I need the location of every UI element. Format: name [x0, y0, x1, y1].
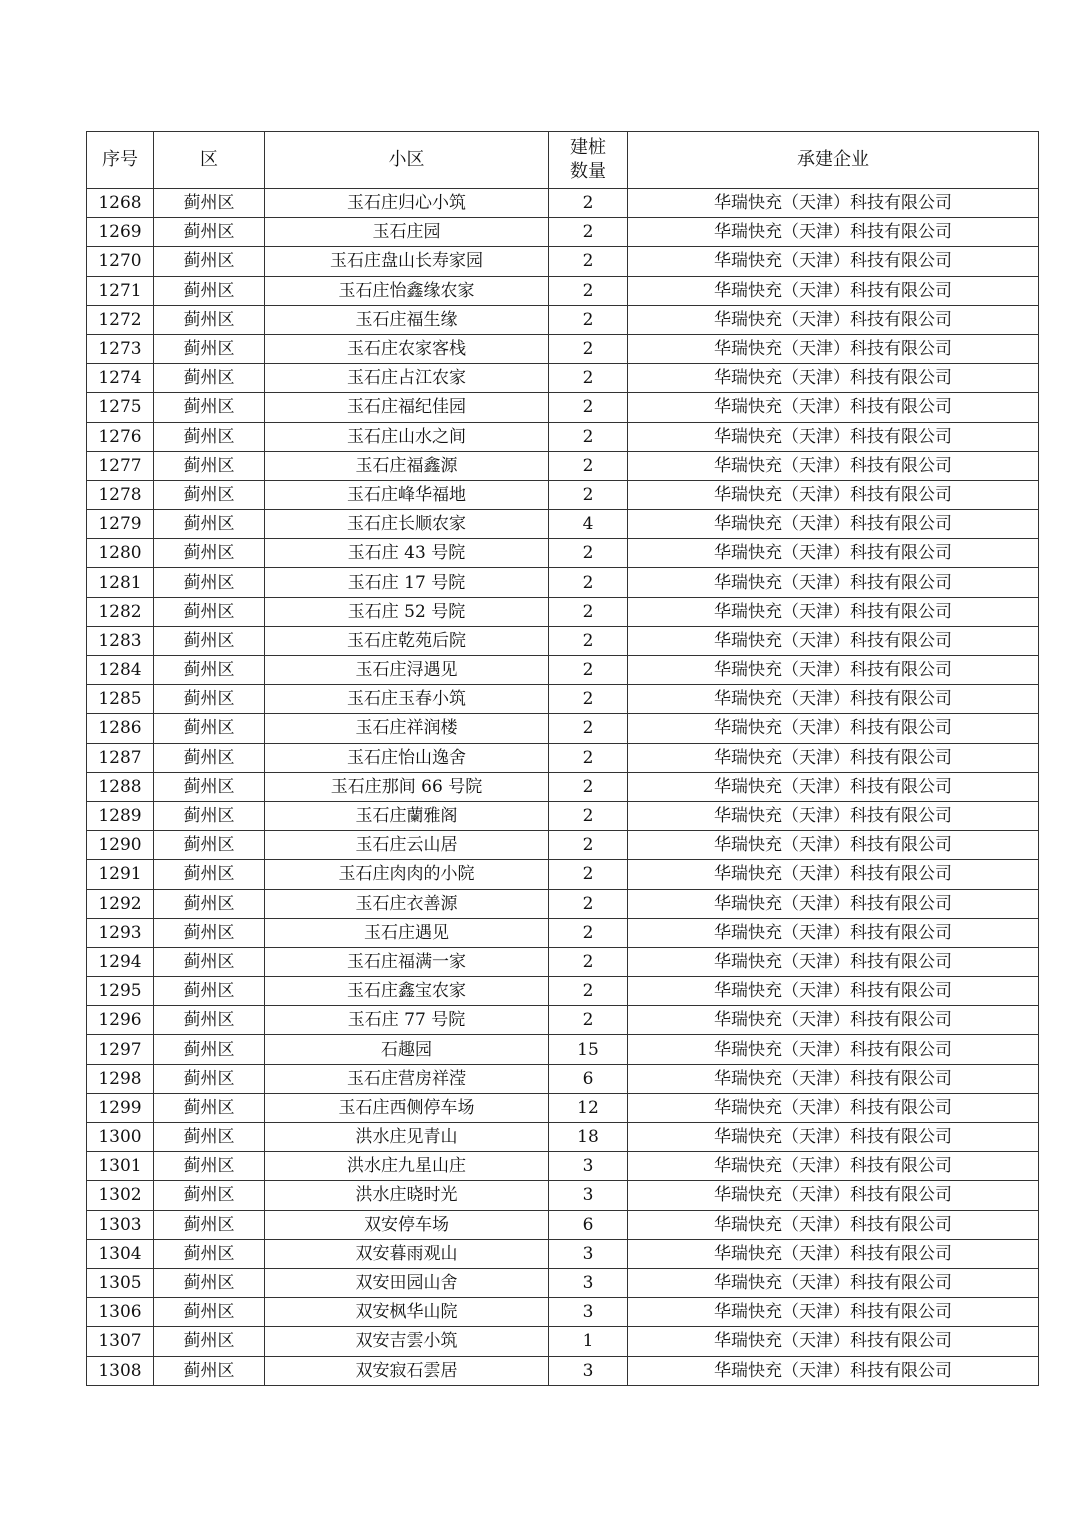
cell-contractor: 华瑞快充（天津）科技有限公司	[628, 1123, 1039, 1152]
cell-pile-count: 2	[549, 1006, 628, 1035]
table-row	[87, 189, 1039, 218]
cell-serial: 1292	[87, 889, 154, 918]
cell-pile-count: 2	[549, 364, 628, 393]
cell-pile-count: 3	[549, 1298, 628, 1327]
cell-district: 蓟州区	[154, 656, 265, 685]
cell-contractor: 华瑞快充（天津）科技有限公司	[628, 772, 1039, 801]
table-row	[87, 422, 1039, 451]
cell-community: 玉石庄祥润楼	[265, 714, 549, 743]
cell-serial: 1280	[87, 539, 154, 568]
table-row	[87, 1152, 1039, 1181]
cell-contractor: 华瑞快充（天津）科技有限公司	[628, 218, 1039, 247]
cell-serial: 1298	[87, 1064, 154, 1093]
cell-district: 蓟州区	[154, 743, 265, 772]
cell-community: 玉石庄山水之间	[265, 422, 549, 451]
table-row	[87, 977, 1039, 1006]
cell-district: 蓟州区	[154, 947, 265, 976]
table-row	[87, 1298, 1039, 1327]
cell-contractor: 华瑞快充（天津）科技有限公司	[628, 860, 1039, 889]
cell-district: 蓟州区	[154, 1123, 265, 1152]
cell-pile-count: 2	[549, 772, 628, 801]
cell-pile-count: 12	[549, 1093, 628, 1122]
cell-district: 蓟州区	[154, 1239, 265, 1268]
cell-community: 玉石庄鑫宝农家	[265, 977, 549, 1006]
cell-contractor: 华瑞快充（天津）科技有限公司	[628, 947, 1039, 976]
cell-serial: 1283	[87, 626, 154, 655]
cell-community: 玉石庄玉春小筑	[265, 685, 549, 714]
cell-district: 蓟州区	[154, 1093, 265, 1122]
cell-serial: 1282	[87, 597, 154, 626]
cell-pile-count: 18	[549, 1123, 628, 1152]
cell-pile-count: 2	[549, 947, 628, 976]
cell-district: 蓟州区	[154, 334, 265, 363]
cell-community: 玉石庄峰华福地	[265, 480, 549, 509]
header-district: 区	[154, 132, 265, 189]
cell-district: 蓟州区	[154, 1035, 265, 1064]
cell-serial: 1301	[87, 1152, 154, 1181]
cell-community: 玉石庄福纪佳园	[265, 393, 549, 422]
cell-district: 蓟州区	[154, 1268, 265, 1297]
cell-contractor: 华瑞快充（天津）科技有限公司	[628, 743, 1039, 772]
cell-pile-count: 6	[549, 1064, 628, 1093]
cell-pile-count: 2	[549, 685, 628, 714]
cell-contractor: 华瑞快充（天津）科技有限公司	[628, 1035, 1039, 1064]
table-row	[87, 539, 1039, 568]
cell-community: 玉石庄归心小筑	[265, 189, 549, 218]
cell-serial: 1296	[87, 1006, 154, 1035]
cell-community: 玉石庄遇见	[265, 918, 549, 947]
cell-serial: 1270	[87, 247, 154, 276]
cell-contractor: 华瑞快充（天津）科技有限公司	[628, 189, 1039, 218]
cell-community: 玉石庄 43 号院	[265, 539, 549, 568]
cell-serial: 1277	[87, 451, 154, 480]
cell-district: 蓟州区	[154, 1006, 265, 1035]
cell-pile-count: 2	[549, 393, 628, 422]
cell-contractor: 华瑞快充（天津）科技有限公司	[628, 480, 1039, 509]
cell-district: 蓟州区	[154, 831, 265, 860]
cell-pile-count: 2	[549, 189, 628, 218]
table-row	[87, 743, 1039, 772]
cell-pile-count: 2	[549, 714, 628, 743]
cell-pile-count: 6	[549, 1210, 628, 1239]
cell-community: 洪水庄九星山庄	[265, 1152, 549, 1181]
cell-contractor: 华瑞快充（天津）科技有限公司	[628, 714, 1039, 743]
cell-pile-count: 2	[549, 451, 628, 480]
cell-pile-count: 2	[549, 889, 628, 918]
cell-pile-count: 2	[549, 422, 628, 451]
cell-community: 玉石庄肉肉的小院	[265, 860, 549, 889]
cell-serial: 1275	[87, 393, 154, 422]
cell-community: 双安田园山舍	[265, 1268, 549, 1297]
cell-contractor: 华瑞快充（天津）科技有限公司	[628, 247, 1039, 276]
cell-pile-count: 3	[549, 1181, 628, 1210]
cell-community: 双安枫华山院	[265, 1298, 549, 1327]
cell-community: 玉石庄怡鑫缘农家	[265, 276, 549, 305]
cell-contractor: 华瑞快充（天津）科技有限公司	[628, 1210, 1039, 1239]
cell-contractor: 华瑞快充（天津）科技有限公司	[628, 626, 1039, 655]
cell-serial: 1289	[87, 801, 154, 830]
cell-community: 玉石庄怡山逸舍	[265, 743, 549, 772]
cell-serial: 1287	[87, 743, 154, 772]
cell-community: 玉石庄衣善源	[265, 889, 549, 918]
header-pile-count-line2: 数量	[570, 161, 606, 182]
cell-serial: 1299	[87, 1093, 154, 1122]
cell-serial: 1291	[87, 860, 154, 889]
cell-district: 蓟州区	[154, 597, 265, 626]
cell-contractor: 华瑞快充（天津）科技有限公司	[628, 918, 1039, 947]
cell-pile-count: 2	[549, 276, 628, 305]
cell-pile-count: 2	[549, 247, 628, 276]
table-row	[87, 393, 1039, 422]
cell-community: 玉石庄营房祥滢	[265, 1064, 549, 1093]
table-row	[87, 480, 1039, 509]
cell-district: 蓟州区	[154, 539, 265, 568]
cell-pile-count: 1	[549, 1327, 628, 1356]
cell-pile-count: 15	[549, 1035, 628, 1064]
cell-community: 洪水庄晓时光	[265, 1181, 549, 1210]
cell-district: 蓟州区	[154, 364, 265, 393]
table-row	[87, 1239, 1039, 1268]
table-row	[87, 1064, 1039, 1093]
cell-pile-count: 2	[549, 539, 628, 568]
cell-district: 蓟州区	[154, 276, 265, 305]
cell-district: 蓟州区	[154, 772, 265, 801]
cell-pile-count: 2	[549, 831, 628, 860]
cell-serial: 1268	[87, 189, 154, 218]
cell-contractor: 华瑞快充（天津）科技有限公司	[628, 568, 1039, 597]
cell-serial: 1269	[87, 218, 154, 247]
cell-pile-count: 2	[549, 480, 628, 509]
cell-serial: 1305	[87, 1268, 154, 1297]
cell-pile-count: 2	[549, 305, 628, 334]
cell-contractor: 华瑞快充（天津）科技有限公司	[628, 422, 1039, 451]
cell-serial: 1288	[87, 772, 154, 801]
cell-contractor: 华瑞快充（天津）科技有限公司	[628, 656, 1039, 685]
cell-community: 玉石庄长顺农家	[265, 510, 549, 539]
cell-community: 双安停车场	[265, 1210, 549, 1239]
cell-community: 玉石庄盘山长寿家园	[265, 247, 549, 276]
cell-serial: 1286	[87, 714, 154, 743]
cell-serial: 1290	[87, 831, 154, 860]
cell-community: 双安吉雲小筑	[265, 1327, 549, 1356]
cell-contractor: 华瑞快充（天津）科技有限公司	[628, 1268, 1039, 1297]
table-row	[87, 1356, 1039, 1385]
cell-serial: 1271	[87, 276, 154, 305]
cell-pile-count: 3	[549, 1268, 628, 1297]
table-row	[87, 451, 1039, 480]
header-pile-count-line1: 建桩	[570, 137, 606, 158]
table-row	[87, 1268, 1039, 1297]
cell-pile-count: 2	[549, 568, 628, 597]
cell-pile-count: 2	[549, 218, 628, 247]
cell-district: 蓟州区	[154, 451, 265, 480]
cell-contractor: 华瑞快充（天津）科技有限公司	[628, 539, 1039, 568]
cell-district: 蓟州区	[154, 1064, 265, 1093]
cell-pile-count: 2	[549, 801, 628, 830]
cell-contractor: 华瑞快充（天津）科技有限公司	[628, 801, 1039, 830]
cell-serial: 1308	[87, 1356, 154, 1385]
cell-serial: 1294	[87, 947, 154, 976]
cell-contractor: 华瑞快充（天津）科技有限公司	[628, 1327, 1039, 1356]
header-pile-count	[549, 132, 628, 189]
cell-contractor: 华瑞快充（天津）科技有限公司	[628, 1093, 1039, 1122]
cell-pile-count: 4	[549, 510, 628, 539]
cell-serial: 1285	[87, 685, 154, 714]
cell-serial: 1293	[87, 918, 154, 947]
cell-district: 蓟州区	[154, 1298, 265, 1327]
cell-serial: 1281	[87, 568, 154, 597]
cell-contractor: 华瑞快充（天津）科技有限公司	[628, 1152, 1039, 1181]
cell-district: 蓟州区	[154, 860, 265, 889]
cell-district: 蓟州区	[154, 626, 265, 655]
cell-serial: 1303	[87, 1210, 154, 1239]
cell-district: 蓟州区	[154, 1210, 265, 1239]
cell-community: 玉石庄占江农家	[265, 364, 549, 393]
table-row	[87, 801, 1039, 830]
table-row	[87, 1093, 1039, 1122]
table-row	[87, 656, 1039, 685]
cell-community: 玉石庄乾苑后院	[265, 626, 549, 655]
cell-pile-count: 2	[549, 743, 628, 772]
cell-community: 石趣园	[265, 1035, 549, 1064]
cell-district: 蓟州区	[154, 305, 265, 334]
cell-community: 双安寂石雲居	[265, 1356, 549, 1385]
cell-contractor: 华瑞快充（天津）科技有限公司	[628, 1239, 1039, 1268]
table-row	[87, 1181, 1039, 1210]
table-row	[87, 1210, 1039, 1239]
cell-serial: 1272	[87, 305, 154, 334]
cell-community: 玉石庄西侧停车场	[265, 1093, 549, 1122]
cell-contractor: 华瑞快充（天津）科技有限公司	[628, 685, 1039, 714]
cell-district: 蓟州区	[154, 889, 265, 918]
cell-contractor: 华瑞快充（天津）科技有限公司	[628, 1181, 1039, 1210]
cell-pile-count: 3	[549, 1152, 628, 1181]
cell-district: 蓟州区	[154, 422, 265, 451]
table-row	[87, 1327, 1039, 1356]
cell-contractor: 华瑞快充（天津）科技有限公司	[628, 510, 1039, 539]
cell-district: 蓟州区	[154, 1327, 265, 1356]
cell-pile-count: 3	[549, 1239, 628, 1268]
table-row	[87, 568, 1039, 597]
cell-district: 蓟州区	[154, 918, 265, 947]
table-row	[87, 334, 1039, 363]
cell-district: 蓟州区	[154, 218, 265, 247]
table-row	[87, 364, 1039, 393]
cell-community: 玉石庄 77 号院	[265, 1006, 549, 1035]
cell-serial: 1300	[87, 1123, 154, 1152]
cell-contractor: 华瑞快充（天津）科技有限公司	[628, 977, 1039, 1006]
cell-community: 玉石庄农家客栈	[265, 334, 549, 363]
table-row	[87, 1035, 1039, 1064]
cell-district: 蓟州区	[154, 189, 265, 218]
cell-contractor: 华瑞快充（天津）科技有限公司	[628, 276, 1039, 305]
cell-community: 玉石庄园	[265, 218, 549, 247]
cell-contractor: 华瑞快充（天津）科技有限公司	[628, 831, 1039, 860]
cell-district: 蓟州区	[154, 247, 265, 276]
table-row	[87, 831, 1039, 860]
header-serial: 序号	[87, 132, 154, 189]
cell-contractor: 华瑞快充（天津）科技有限公司	[628, 1298, 1039, 1327]
cell-pile-count: 2	[549, 918, 628, 947]
table-row	[87, 626, 1039, 655]
table-row	[87, 772, 1039, 801]
cell-district: 蓟州区	[154, 977, 265, 1006]
cell-serial: 1273	[87, 334, 154, 363]
cell-serial: 1307	[87, 1327, 154, 1356]
cell-district: 蓟州区	[154, 1181, 265, 1210]
cell-district: 蓟州区	[154, 393, 265, 422]
cell-community: 玉石庄 17 号院	[265, 568, 549, 597]
cell-community: 玉石庄浔遇见	[265, 656, 549, 685]
table-row	[87, 860, 1039, 889]
cell-community: 玉石庄云山居	[265, 831, 549, 860]
cell-serial: 1306	[87, 1298, 154, 1327]
cell-community: 双安暮雨观山	[265, 1239, 549, 1268]
cell-serial: 1297	[87, 1035, 154, 1064]
cell-pile-count: 2	[549, 860, 628, 889]
table-header-row	[87, 132, 1039, 189]
cell-contractor: 华瑞快充（天津）科技有限公司	[628, 393, 1039, 422]
table-row	[87, 510, 1039, 539]
cell-serial: 1276	[87, 422, 154, 451]
cell-community: 玉石庄福生缘	[265, 305, 549, 334]
cell-community: 玉石庄福鑫源	[265, 451, 549, 480]
cell-contractor: 华瑞快充（天津）科技有限公司	[628, 1356, 1039, 1385]
cell-serial: 1302	[87, 1181, 154, 1210]
cell-contractor: 华瑞快充（天津）科技有限公司	[628, 451, 1039, 480]
cell-contractor: 华瑞快充（天津）科技有限公司	[628, 364, 1039, 393]
cell-district: 蓟州区	[154, 801, 265, 830]
cell-pile-count: 2	[549, 626, 628, 655]
cell-serial: 1279	[87, 510, 154, 539]
cell-serial: 1278	[87, 480, 154, 509]
cell-community: 玉石庄福满一家	[265, 947, 549, 976]
table-row	[87, 889, 1039, 918]
cell-pile-count: 2	[549, 597, 628, 626]
cell-district: 蓟州区	[154, 1152, 265, 1181]
table-row	[87, 247, 1039, 276]
table-row	[87, 276, 1039, 305]
cell-district: 蓟州区	[154, 510, 265, 539]
cell-serial: 1304	[87, 1239, 154, 1268]
cell-district: 蓟州区	[154, 480, 265, 509]
cell-community: 玉石庄 52 号院	[265, 597, 549, 626]
cell-community: 玉石庄蘭雅阁	[265, 801, 549, 830]
cell-contractor: 华瑞快充（天津）科技有限公司	[628, 1006, 1039, 1035]
cell-serial: 1284	[87, 656, 154, 685]
cell-district: 蓟州区	[154, 568, 265, 597]
table-row	[87, 918, 1039, 947]
cell-district: 蓟州区	[154, 1356, 265, 1385]
cell-contractor: 华瑞快充（天津）科技有限公司	[628, 305, 1039, 334]
table-row	[87, 305, 1039, 334]
header-community: 小区	[265, 132, 549, 189]
table-row	[87, 947, 1039, 976]
cell-pile-count: 3	[549, 1356, 628, 1385]
cell-community: 洪水庄见青山	[265, 1123, 549, 1152]
table-body	[87, 189, 1039, 1386]
cell-pile-count: 2	[549, 977, 628, 1006]
table-row	[87, 685, 1039, 714]
charging-pile-table	[86, 131, 1039, 1386]
cell-serial: 1295	[87, 977, 154, 1006]
table-row	[87, 1006, 1039, 1035]
cell-pile-count: 2	[549, 334, 628, 363]
header-contractor: 承建企业	[628, 132, 1039, 189]
table-row	[87, 597, 1039, 626]
cell-district: 蓟州区	[154, 714, 265, 743]
cell-contractor: 华瑞快充（天津）科技有限公司	[628, 1064, 1039, 1093]
table-row	[87, 1123, 1039, 1152]
cell-community: 玉石庄那间 66 号院	[265, 772, 549, 801]
cell-contractor: 华瑞快充（天津）科技有限公司	[628, 334, 1039, 363]
cell-contractor: 华瑞快充（天津）科技有限公司	[628, 597, 1039, 626]
cell-contractor: 华瑞快充（天津）科技有限公司	[628, 889, 1039, 918]
cell-pile-count: 2	[549, 656, 628, 685]
table-row	[87, 218, 1039, 247]
cell-serial: 1274	[87, 364, 154, 393]
cell-district: 蓟州区	[154, 685, 265, 714]
table-row	[87, 714, 1039, 743]
